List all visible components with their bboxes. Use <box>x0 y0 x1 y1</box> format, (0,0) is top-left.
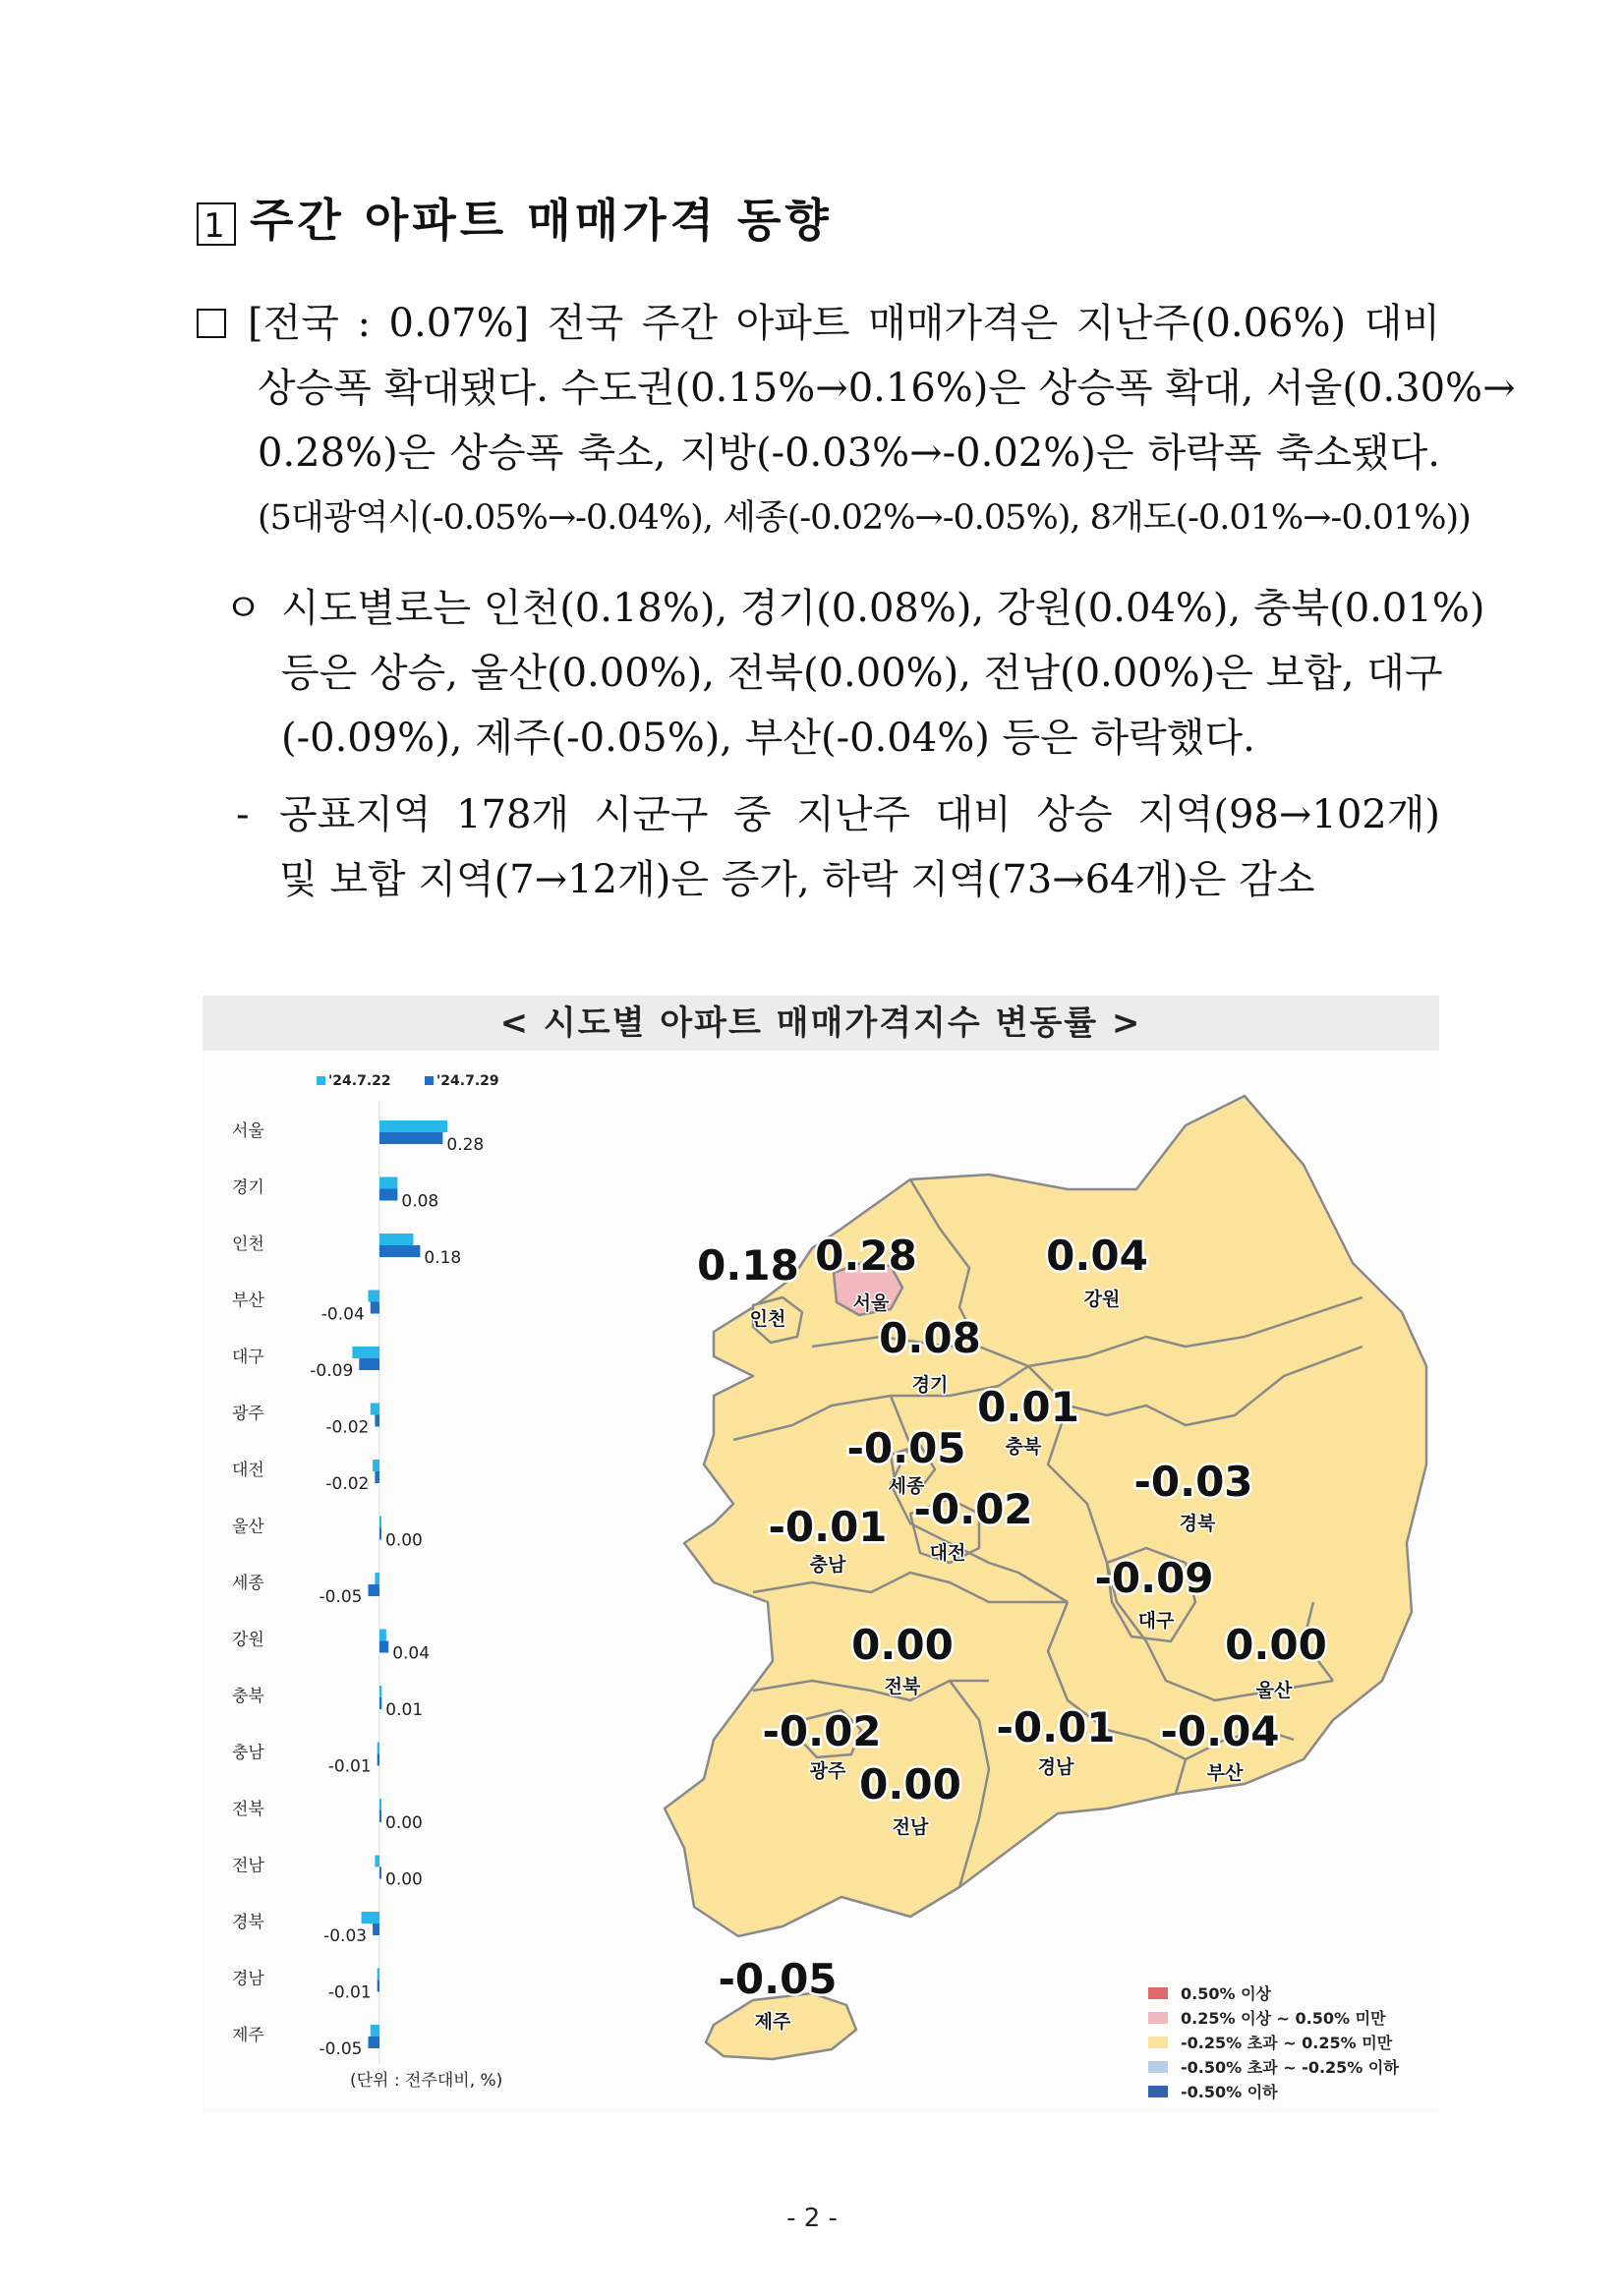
legend-label: -0.25% 초과 ~ 0.25% 미만 <box>1181 2034 1393 2052</box>
category-label: 인천 <box>232 1234 264 1254</box>
bar <box>379 1234 414 1245</box>
bar <box>377 1754 379 1766</box>
data-label: -0.09 <box>310 1361 354 1381</box>
category-label: 세종 <box>232 1574 264 1593</box>
bar-chart <box>232 1073 502 2091</box>
page-number: - 2 - <box>786 2204 838 2233</box>
p1-line-3: 0.28%)은 상승폭 축소, 지방(-0.03%→-0.02%)은 하락폭 축소됐다. <box>258 430 1440 476</box>
category-label: 대구 <box>232 1348 264 1367</box>
bar <box>362 1912 379 1923</box>
data-label: -0.04 <box>320 1304 365 1325</box>
unit-note: (단위 : 전주대비, %) <box>350 2071 503 2091</box>
data-label: -0.03 <box>323 1926 368 1946</box>
bars <box>232 1120 484 2059</box>
region-value: -0.01 <box>768 1503 888 1551</box>
region-name: 경남 <box>1037 1756 1074 1778</box>
data-label: 0.01 <box>385 1700 424 1720</box>
region-name: 경기 <box>911 1374 949 1396</box>
data-label: 0.00 <box>385 1869 423 1890</box>
bar <box>379 1641 388 1653</box>
region-value: 0.00 <box>859 1760 961 1808</box>
data-label: -0.02 <box>325 1417 370 1438</box>
region-name: 충남 <box>809 1554 846 1576</box>
region-name: 전남 <box>892 1816 929 1838</box>
square-bullet-icon <box>197 309 226 338</box>
region-value: -0.01 <box>996 1703 1116 1751</box>
bar <box>369 1584 380 1596</box>
bar <box>379 1132 442 1144</box>
bar <box>379 1799 381 1810</box>
region-value: -0.02 <box>913 1485 1033 1533</box>
region-value: -0.05 <box>846 1424 966 1472</box>
paragraph-regions <box>224 576 1485 771</box>
bar <box>379 1245 420 1257</box>
data-label: -0.05 <box>319 1587 363 1607</box>
category-label: 경북 <box>232 1913 264 1932</box>
legend-swatch <box>1148 2061 1168 2073</box>
category-label: 울산 <box>232 1517 264 1537</box>
circle-bullet-icon: ㅇ <box>224 586 262 631</box>
section-number: 1 <box>197 202 236 246</box>
p1-line-4: (5대광역시(-0.05%→-0.04%), 세종(-0.02%→-0.05%), 8개도(-0.01%→-0.01%)) <box>258 498 1471 538</box>
legend-label: -0.50% 이하 <box>1181 2083 1278 2101</box>
region-name: 부산 <box>1206 1762 1244 1784</box>
bar <box>352 1347 379 1358</box>
bar <box>379 1189 397 1201</box>
paragraph-districts <box>236 782 1440 912</box>
region-name: 광주 <box>809 1760 846 1782</box>
legend-label: '24.7.29 <box>436 1073 499 1089</box>
bar <box>379 1177 397 1189</box>
region-name: 경북 <box>1179 1513 1216 1534</box>
data-label: 0.28 <box>446 1135 485 1155</box>
bar <box>375 1856 379 1867</box>
region-name: 제주 <box>754 2011 791 2033</box>
region-value: -0.03 <box>1133 1458 1253 1506</box>
p1-line-2: 상승폭 확대됐다. 수도권(0.15%→0.16%)은 상승폭 확대, 서울(0.30%→ <box>258 366 1516 411</box>
bar <box>379 1686 381 1697</box>
category-label: 전북 <box>232 1800 264 1819</box>
figure <box>203 1052 1439 2113</box>
legend-swatch <box>1148 1987 1168 1999</box>
bar <box>371 2025 379 2037</box>
legend-label: 0.50% 이상 <box>1181 1984 1271 2003</box>
category-label: 전남 <box>232 1856 264 1876</box>
legend-swatch <box>1148 2037 1168 2048</box>
bar <box>379 1120 447 1132</box>
category-label: 경기 <box>232 1177 264 1198</box>
region-value: 0.04 <box>1046 1232 1148 1280</box>
data-label: -0.01 <box>327 1982 372 2003</box>
bar <box>375 1573 379 1584</box>
bar <box>371 1302 379 1314</box>
category-label: 광주 <box>232 1404 264 1424</box>
bar-legend <box>317 1073 499 1089</box>
bar <box>371 1404 379 1415</box>
region-value: 0.00 <box>1225 1621 1327 1669</box>
bar <box>379 1528 381 1540</box>
region-value: 0.00 <box>851 1621 954 1669</box>
legend-swatch <box>1148 2012 1168 2024</box>
section-heading <box>197 185 833 250</box>
bar <box>373 1923 379 1935</box>
bar <box>377 1969 379 1980</box>
legend-label: '24.7.22 <box>328 1073 391 1089</box>
bar <box>373 1460 379 1471</box>
bar <box>359 1358 379 1370</box>
bar <box>379 1697 381 1709</box>
legend-label: -0.50% 초과 ~ -0.25% 이하 <box>1181 2058 1399 2077</box>
section-title: 주간 아파트 매매가격 동향 <box>250 194 833 247</box>
paragraph-national <box>197 291 1516 550</box>
category-label: 서울 <box>232 1121 264 1141</box>
bar <box>379 1517 381 1528</box>
region-name: 대구 <box>1137 1610 1175 1632</box>
bar <box>369 1291 380 1302</box>
region-name: 인천 <box>749 1308 786 1330</box>
legend-swatch <box>317 1076 325 1085</box>
region-name: 대전 <box>929 1542 966 1564</box>
category-label: 대전 <box>232 1461 264 1480</box>
p3-line-1: 공표지역 178개 시군구 중 지난주 대비 상승 지역(98→102개) <box>279 792 1440 837</box>
figure-title: < 시도별 아파트 매매가격지수 변동률 > <box>203 996 1439 1051</box>
bar <box>377 1980 379 1992</box>
region-value: -0.02 <box>762 1707 882 1755</box>
region-name: 강원 <box>1083 1289 1121 1310</box>
category-label: 부산 <box>232 1291 264 1311</box>
p2-line-3: (-0.09%), 제주(-0.05%), 부산(-0.04%) 등은 하락했다. <box>281 716 1255 761</box>
bar <box>379 1810 381 1822</box>
region-value: 0.18 <box>697 1241 799 1290</box>
bar <box>379 1867 381 1879</box>
region-value: -0.05 <box>718 1955 838 2003</box>
region-name: 울산 <box>1255 1680 1293 1701</box>
region-name: 세종 <box>888 1475 925 1497</box>
data-label: 0.08 <box>401 1191 439 1212</box>
region-value: -0.04 <box>1160 1707 1280 1755</box>
category-label: 제주 <box>232 2026 264 2045</box>
data-label: 0.00 <box>385 1813 423 1833</box>
category-label: 강원 <box>232 1630 264 1650</box>
data-label: -0.02 <box>325 1474 370 1494</box>
p1-line-1: [전국 : 0.07%] 전국 주간 아파트 매매가격은 지난주(0.06%) 대비 <box>248 301 1440 346</box>
category-label: 충북 <box>232 1687 264 1706</box>
legend-swatch <box>1148 2086 1168 2097</box>
bar <box>379 1630 386 1641</box>
region-value: 0.08 <box>879 1314 981 1362</box>
data-label: 0.18 <box>424 1248 462 1268</box>
dash-bullet: - <box>236 792 250 837</box>
category-label: 충남 <box>232 1743 264 1763</box>
map-legend <box>1148 1984 1399 2101</box>
p3-line-2: 및 보합 지역(7→12개)은 증가, 하락 지역(73→64개)은 감소 <box>279 857 1315 902</box>
data-label: 0.04 <box>392 1643 431 1664</box>
bar <box>375 1415 379 1427</box>
region-value: -0.09 <box>1094 1554 1214 1602</box>
bar <box>377 1743 379 1754</box>
figure-svg <box>203 1052 1439 2113</box>
region-name: 전북 <box>884 1676 921 1697</box>
data-label: -0.05 <box>319 2039 363 2059</box>
category-label: 경남 <box>232 1969 264 1989</box>
region-name: 충북 <box>1005 1436 1042 1458</box>
region-value: 0.01 <box>977 1383 1079 1431</box>
data-label: 0.00 <box>385 1530 423 1551</box>
p2-line-2: 등은 상승, 울산(0.00%), 전북(0.00%), 전남(0.00%)은 보합, 대구 <box>281 651 1443 696</box>
bar <box>369 2037 380 2048</box>
region-name: 서울 <box>852 1292 890 1314</box>
region-value: 0.28 <box>815 1232 917 1280</box>
legend-swatch <box>425 1076 434 1085</box>
legend-label: 0.25% 이상 ~ 0.50% 미만 <box>1181 2009 1386 2028</box>
bar <box>375 1471 379 1483</box>
data-label: -0.01 <box>327 1756 372 1777</box>
p2-line-1: 시도별로는 인천(0.18%), 경기(0.08%), 강원(0.04%), 충북(0.01%) <box>281 586 1485 631</box>
